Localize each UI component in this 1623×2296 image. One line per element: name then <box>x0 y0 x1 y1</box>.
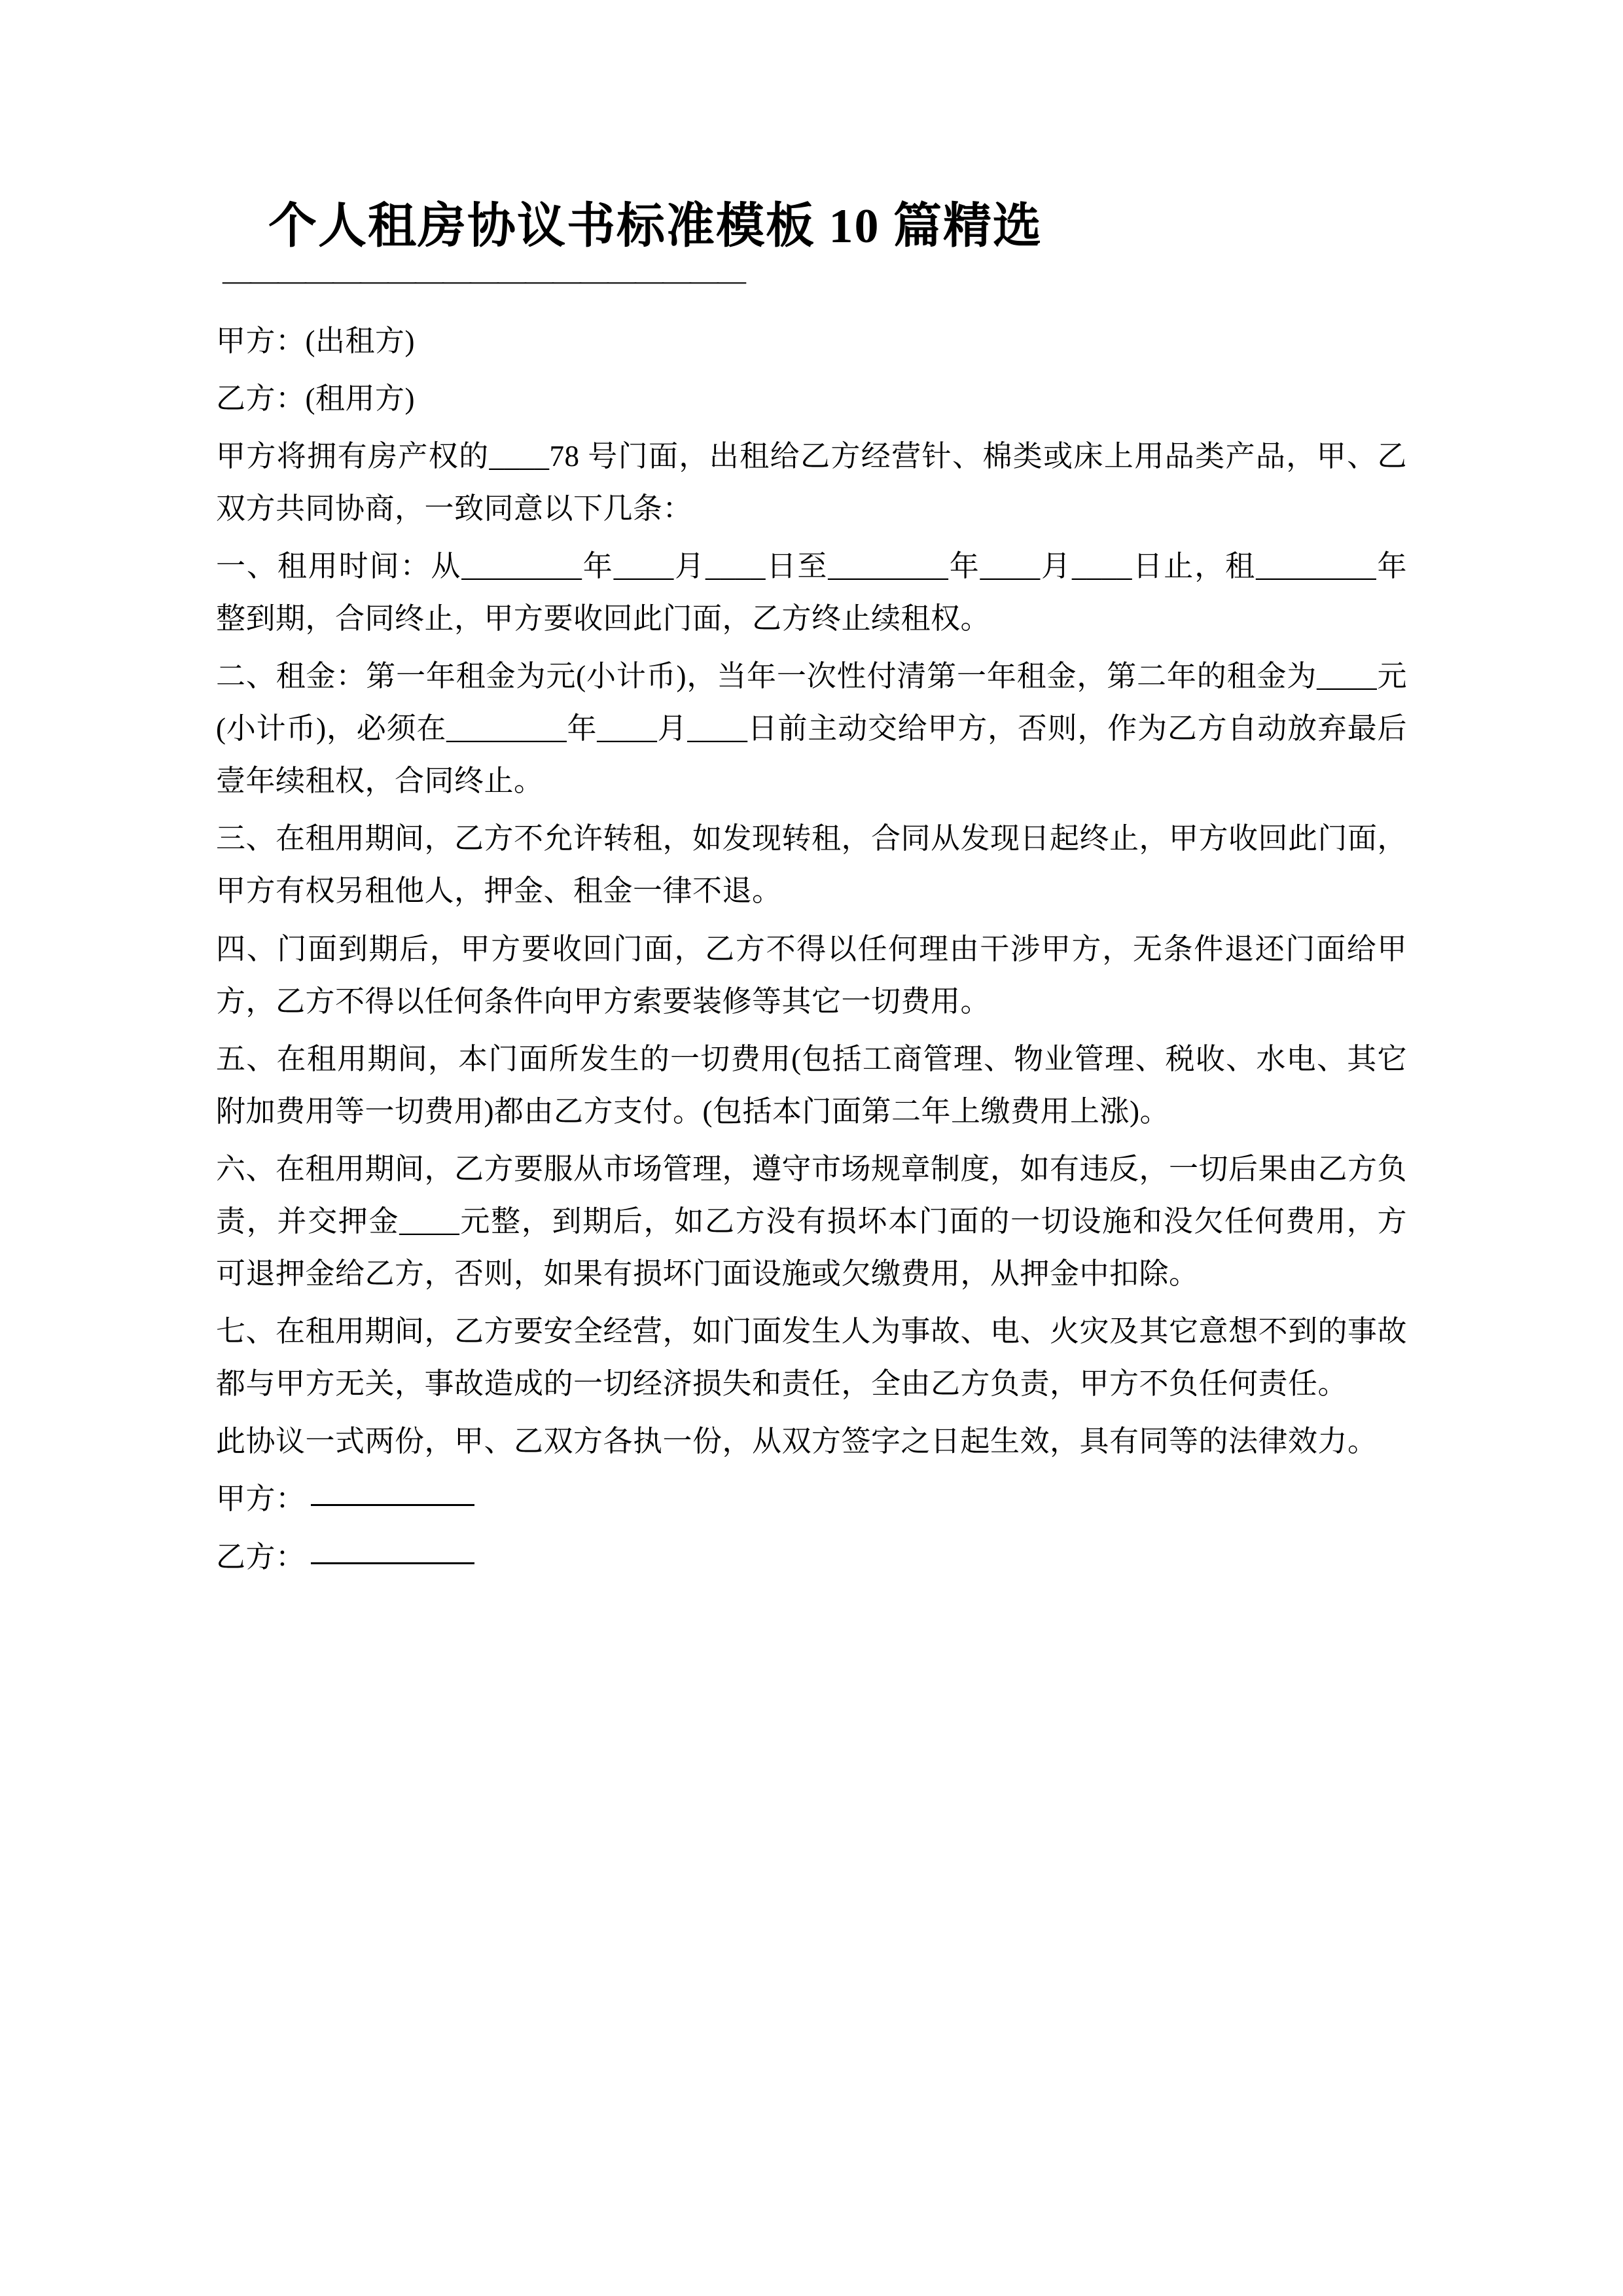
clause-4-return-of-premises: 四、门面到期后，甲方要收回门面，乙方不得以任何理由干涉甲方，无条件退还门面给甲方，乙方不得以任何条件向甲方索要装修等其它一切费用。 <box>216 932 1407 1018</box>
clause-6-deposit: 六、在租用期间，乙方要服从市场管理，遵守市场规章制度，如有违反，一切后果由乙方负责，并交押金____元整，到期后，如乙方没有损坏本门面的一切设施和没欠任何费用，方可退押金给乙方，否则，如果有损坏门面设施或欠缴费用，从押金中扣除。 <box>216 1152 1408 1291</box>
paragraph-party-b: 乙方：(租用方) <box>216 382 415 415</box>
clause-5-expenses: 五、在租用期间，本门面所发生的一切费用(包括工商管理、物业管理、税收、水电、其它附加费用等一切费用)都由乙方支付。(包括本门面第二年上缴费用上涨)。 <box>216 1042 1407 1128</box>
signature-blank-party-a[interactable] <box>311 1504 474 1506</box>
signature-line-party-a <box>216 1473 1407 1525</box>
clause-2-rent: 二、租金：第一年租金为元(小计币)，当年一次性付清第一年租金，第二年的租金为____元(小计币)，必须在________年____月____日前主动交给甲方，否则，作为乙方自动放弃最后壹年续租权，合同终止。 <box>216 660 1407 798</box>
clause-7-safety: 七、在租用期间，乙方要安全经营，如门面发生人为事故、电、火灾及其它意想不到的事故都与甲方无关，事故造成的一切经济损失和责任，全由乙方负责，甲方不负任何责任。 <box>216 1315 1408 1401</box>
title-divider: ——————————————————— <box>223 264 745 296</box>
signature-label-party-a: 甲方： <box>216 1482 306 1516</box>
paragraph-preamble: 甲方将拥有房产权的____78 号门面，出租给乙方经营针、棉类或床上用品类产品，甲、乙双方共同协商，一致同意以下几条： <box>216 439 1407 525</box>
paragraph-closing: 此协议一式两份，甲、乙双方各执一份，从双方签字之日起生效，具有同等的法律效力。 <box>216 1425 1378 1458</box>
clause-3-no-sublease: 三、在租用期间，乙方不允许转租，如发现转租，合同从发现日起终止，甲方收回此门面，甲方有权另租他人，押金、租金一律不退。 <box>216 822 1408 908</box>
clause-1-rental-period: 一、租用时间：从________年____月____日至________年____月____日止，租________年整到期，合同终止，甲方要收回此门面，乙方终止续租权。 <box>216 549 1407 635</box>
signature-line-party-b <box>216 1531 1407 1583</box>
page-title: 个人租房协议书标准模板 10 篇精选 <box>268 200 1043 253</box>
paragraph-party-a: 甲方：(出租方) <box>216 324 415 357</box>
signature-label-party-b: 乙方： <box>216 1540 306 1573</box>
signature-blank-party-b[interactable] <box>311 1562 474 1564</box>
